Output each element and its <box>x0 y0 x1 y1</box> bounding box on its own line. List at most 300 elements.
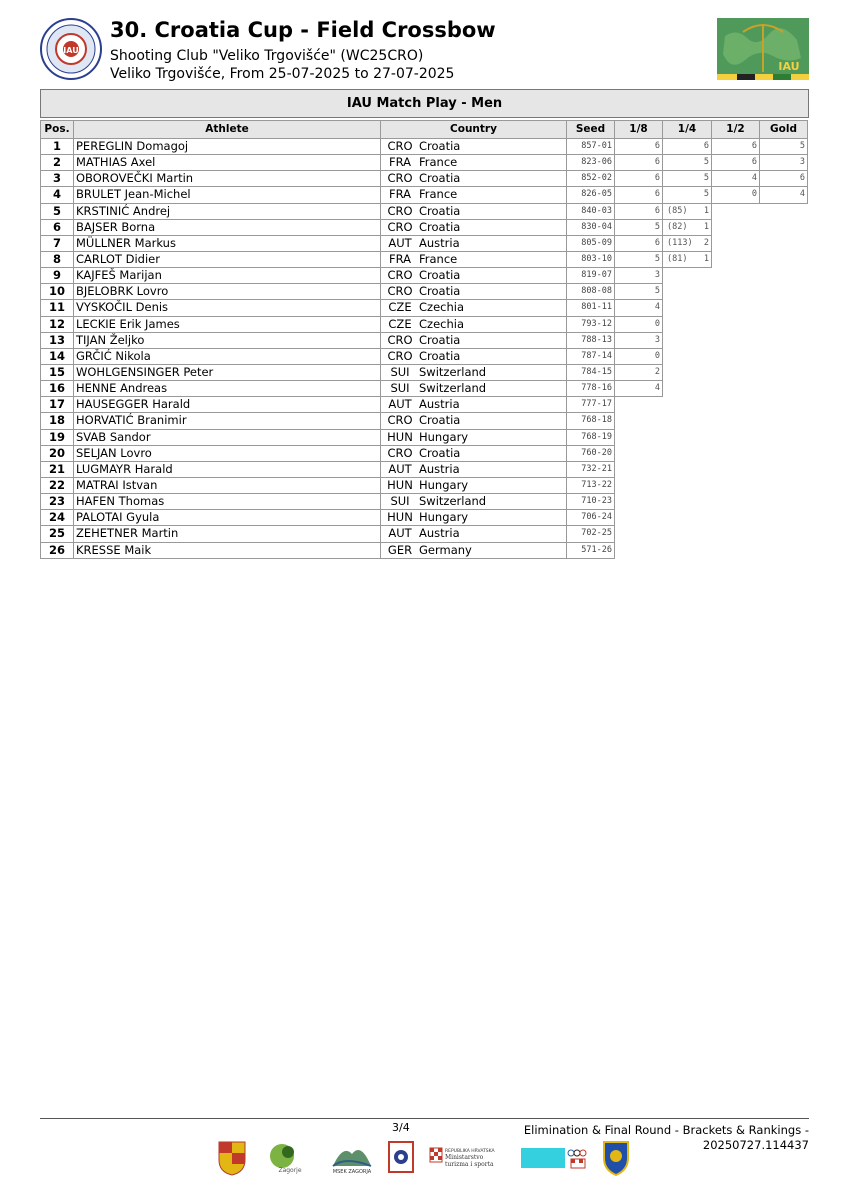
athlete-name: BRULET Jean-Michel <box>74 187 381 203</box>
empty-cell <box>615 461 663 477</box>
athlete-name: HORVATIĆ Branimir <box>74 413 381 429</box>
match-score: 6 <box>703 141 709 152</box>
country-code: CZE <box>388 316 412 331</box>
score-r2 <box>663 203 712 219</box>
county-shield-logo <box>602 1140 630 1176</box>
match-score: 5 <box>654 254 660 265</box>
country-name: Czechia <box>419 316 464 331</box>
empty-cell <box>712 332 760 348</box>
match-score: 3 <box>799 157 805 168</box>
country-name: Croatia <box>419 203 461 218</box>
position-cell: 24 <box>41 510 74 526</box>
country-cell <box>381 139 567 155</box>
iau-logo <box>717 18 809 80</box>
country-cell <box>381 413 567 429</box>
country-code: CRO <box>387 171 413 186</box>
report-timestamp: 20250727.114437 <box>702 1138 809 1152</box>
country-name: Switzerland <box>419 365 487 380</box>
country-cell <box>381 429 567 445</box>
score-r4 <box>760 171 808 187</box>
table-row <box>41 284 808 300</box>
empty-cell <box>663 268 712 284</box>
position-cell: 5 <box>41 203 74 219</box>
empty-cell <box>712 300 760 316</box>
col-gold: Gold <box>760 121 808 139</box>
seed-cell: 778-16 <box>567 381 615 397</box>
tiebreak-score: (81) <box>667 254 688 265</box>
coat-of-arms-logo <box>217 1140 247 1176</box>
athlete-name: KRESSE Maik <box>74 542 381 558</box>
score-r1 <box>615 332 663 348</box>
seed-cell: 803-10 <box>567 251 615 267</box>
position-cell: 7 <box>41 235 74 251</box>
country-name: Hungary <box>419 429 469 444</box>
match-score: 4 <box>654 302 660 313</box>
country-name: Croatia <box>419 284 461 299</box>
empty-cell <box>760 542 808 558</box>
country-cell <box>381 187 567 203</box>
country-name: Switzerland <box>419 494 487 509</box>
match-score: 3 <box>654 334 660 345</box>
position-cell: 12 <box>41 316 74 332</box>
empty-cell <box>663 494 712 510</box>
country-code: SUI <box>390 365 410 380</box>
country-code: CRO <box>387 284 413 299</box>
score-r4 <box>760 155 808 171</box>
position-cell: 26 <box>41 542 74 558</box>
country-code: GER <box>387 542 413 557</box>
seed-cell: 760-20 <box>567 445 615 461</box>
match-score: 6 <box>654 237 660 248</box>
match-score: 5 <box>654 221 660 232</box>
empty-cell <box>760 397 808 413</box>
seed-cell: 768-18 <box>567 413 615 429</box>
country-code: HUN <box>387 429 413 444</box>
position-cell: 18 <box>41 413 74 429</box>
country-name: Croatia <box>419 348 461 363</box>
table-row <box>41 332 808 348</box>
empty-cell <box>760 332 808 348</box>
empty-cell <box>712 381 760 397</box>
empty-cell <box>760 381 808 397</box>
empty-cell <box>615 429 663 445</box>
empty-cell <box>663 461 712 477</box>
score-r1 <box>615 268 663 284</box>
score-r1 <box>615 364 663 380</box>
empty-cell <box>760 477 808 493</box>
country-name: Croatia <box>419 219 461 234</box>
empty-cell <box>760 413 808 429</box>
score-r1 <box>615 300 663 316</box>
position-cell: 3 <box>41 171 74 187</box>
score-r1 <box>615 348 663 364</box>
match-score: 3 <box>654 270 660 281</box>
svg-text:IAU: IAU <box>778 60 800 73</box>
score-r3 <box>712 171 760 187</box>
empty-cell <box>712 284 760 300</box>
empty-cell <box>760 203 808 219</box>
empty-cell <box>663 348 712 364</box>
country-name: Austria <box>419 397 460 412</box>
match-score: 5 <box>799 141 805 152</box>
col-round-1-8: 1/8 <box>615 121 663 139</box>
position-cell: 10 <box>41 284 74 300</box>
country-name: Croatia <box>419 413 461 428</box>
athlete-name: CARLOT Didier <box>74 251 381 267</box>
position-cell: 19 <box>41 429 74 445</box>
empty-cell <box>760 251 808 267</box>
empty-cell <box>663 526 712 542</box>
empty-cell <box>615 510 663 526</box>
table-row <box>41 235 808 251</box>
match-score: 6 <box>654 141 660 152</box>
country-code: HUN <box>387 510 413 525</box>
athlete-name: TIJAN Željko <box>74 332 381 348</box>
position-cell: 9 <box>41 268 74 284</box>
seed-cell: 713-22 <box>567 477 615 493</box>
athlete-name: WOHLGENSINGER Peter <box>74 364 381 380</box>
empty-cell <box>760 235 808 251</box>
svg-text:MSEK ZAGORJA: MSEK ZAGORJA <box>332 1169 372 1175</box>
empty-cell <box>615 494 663 510</box>
match-score: 1 <box>703 221 709 232</box>
score-r4 <box>760 139 808 155</box>
country-code: FRA <box>388 252 411 267</box>
score-r1 <box>615 139 663 155</box>
athlete-name: VYSKOČIL Denis <box>74 300 381 316</box>
match-score: 6 <box>654 189 660 200</box>
position-cell: 13 <box>41 332 74 348</box>
match-score: 6 <box>654 173 660 184</box>
empty-cell <box>615 542 663 558</box>
score-r2 <box>663 187 712 203</box>
score-r3 <box>712 155 760 171</box>
empty-cell <box>760 316 808 332</box>
country-code: AUT <box>388 526 412 541</box>
table-row <box>41 413 808 429</box>
seed-cell: 830-04 <box>567 219 615 235</box>
athlete-name: SELJAN Lovro <box>74 445 381 461</box>
club-logo <box>40 18 102 80</box>
country-cell <box>381 477 567 493</box>
country-name: France <box>419 155 458 170</box>
score-r2 <box>663 251 712 267</box>
athlete-name: HAFEN Thomas <box>74 494 381 510</box>
match-score: 6 <box>654 205 660 216</box>
score-r4 <box>760 187 808 203</box>
match-score: 5 <box>703 173 709 184</box>
seed-cell: 793-12 <box>567 316 615 332</box>
country-name: Hungary <box>419 478 469 493</box>
position-cell: 1 <box>41 139 74 155</box>
country-cell <box>381 526 567 542</box>
seed-cell: 823-06 <box>567 155 615 171</box>
empty-cell <box>760 284 808 300</box>
col-pos: Pos. <box>41 121 74 139</box>
empty-cell <box>712 316 760 332</box>
col-country: Country <box>381 121 567 139</box>
athlete-name: BJELOBRK Lovro <box>74 284 381 300</box>
empty-cell <box>663 542 712 558</box>
score-r3 <box>712 139 760 155</box>
empty-cell <box>760 429 808 445</box>
empty-cell <box>615 413 663 429</box>
country-name: Croatia <box>419 332 461 347</box>
score-r1 <box>615 155 663 171</box>
country-code: CRO <box>387 268 413 283</box>
score-r2 <box>663 171 712 187</box>
country-code: CZE <box>388 300 412 315</box>
event-header <box>40 89 809 118</box>
country-code: SUI <box>390 381 410 396</box>
country-code: SUI <box>390 494 410 509</box>
table-row <box>41 526 808 542</box>
empty-cell <box>760 445 808 461</box>
position-cell: 21 <box>41 461 74 477</box>
position-cell: 20 <box>41 445 74 461</box>
empty-cell <box>712 445 760 461</box>
match-score: 2 <box>703 237 709 248</box>
match-score: 5 <box>654 286 660 297</box>
country-name: Germany <box>419 542 472 557</box>
athlete-name: ZEHETNER Martin <box>74 526 381 542</box>
seed-cell: 852-02 <box>567 171 615 187</box>
seed-cell: 808-08 <box>567 284 615 300</box>
match-score: 5 <box>703 189 709 200</box>
seed-cell: 732-21 <box>567 461 615 477</box>
score-r1 <box>615 171 663 187</box>
empty-cell <box>663 477 712 493</box>
page-title: 30. Croatia Cup - Field Crossbow <box>110 18 496 42</box>
table-row <box>41 187 808 203</box>
table-row <box>41 494 808 510</box>
match-score: 5 <box>703 157 709 168</box>
empty-cell <box>760 526 808 542</box>
location-dates: Veliko Trgovišće, From 25-07-2025 to 27-07-2025 <box>110 66 455 82</box>
match-score: 6 <box>654 157 660 168</box>
country-name: Austria <box>419 526 460 541</box>
empty-cell <box>663 510 712 526</box>
svg-text:REPUBLIKA HRVATSKA: REPUBLIKA HRVATSKA <box>445 1149 495 1154</box>
country-name: Hungary <box>419 510 469 525</box>
score-r1 <box>615 381 663 397</box>
empty-cell <box>663 397 712 413</box>
country-cell <box>381 316 567 332</box>
club-shield-logo <box>387 1140 415 1176</box>
athlete-name: PEREGLIN Domagoj <box>74 139 381 155</box>
table-row <box>41 381 808 397</box>
empty-cell <box>663 364 712 380</box>
col-seed: Seed <box>567 121 615 139</box>
empty-cell <box>663 445 712 461</box>
empty-cell <box>615 526 663 542</box>
athlete-name: LUGMAYR Harald <box>74 461 381 477</box>
svg-text:IAU: IAU <box>63 46 79 55</box>
seed-cell: 787-14 <box>567 348 615 364</box>
svg-text:turizma i sporta: turizma i sporta <box>445 1161 494 1168</box>
empty-cell <box>760 494 808 510</box>
country-cell <box>381 251 567 267</box>
score-r1 <box>615 284 663 300</box>
athlete-name: KAJFEŠ Marijan <box>74 268 381 284</box>
seed-cell: 801-11 <box>567 300 615 316</box>
country-name: Croatia <box>419 268 461 283</box>
position-cell: 2 <box>41 155 74 171</box>
country-cell <box>381 461 567 477</box>
country-name: France <box>419 252 458 267</box>
empty-cell <box>712 268 760 284</box>
score-r2 <box>663 219 712 235</box>
empty-cell <box>760 510 808 526</box>
empty-cell <box>712 235 760 251</box>
country-cell <box>381 542 567 558</box>
country-name: France <box>419 187 458 202</box>
match-score: 0 <box>751 189 757 200</box>
match-score: 6 <box>751 141 757 152</box>
empty-cell <box>760 461 808 477</box>
msek-zagorja-logo <box>331 1140 373 1176</box>
position-cell: 23 <box>41 494 74 510</box>
table-row <box>41 203 808 219</box>
country-cell <box>381 364 567 380</box>
empty-cell <box>663 300 712 316</box>
ranking-table <box>40 120 808 559</box>
table-row <box>41 219 808 235</box>
country-name: Austria <box>419 461 460 476</box>
country-code: AUT <box>388 235 412 250</box>
empty-cell <box>615 445 663 461</box>
empty-cell <box>712 510 760 526</box>
country-code: FRA <box>388 155 411 170</box>
empty-cell <box>615 397 663 413</box>
table-row <box>41 268 808 284</box>
match-score: 0 <box>654 318 660 329</box>
empty-cell <box>712 413 760 429</box>
athlete-name: OBOROVEČKI Martin <box>74 171 381 187</box>
table-row <box>41 171 808 187</box>
table-row <box>41 364 808 380</box>
score-r1 <box>615 187 663 203</box>
match-score: 4 <box>799 189 805 200</box>
zagorje-logo <box>266 1140 302 1176</box>
country-cell <box>381 284 567 300</box>
table-row <box>41 251 808 267</box>
country-name: Czechia <box>419 300 464 315</box>
position-cell: 22 <box>41 477 74 493</box>
position-cell: 11 <box>41 300 74 316</box>
seed-cell: 819-07 <box>567 268 615 284</box>
table-row <box>41 461 808 477</box>
country-cell <box>381 348 567 364</box>
empty-cell <box>712 477 760 493</box>
table-row <box>41 429 808 445</box>
country-code: CRO <box>387 203 413 218</box>
country-name: Croatia <box>419 445 461 460</box>
empty-cell <box>663 316 712 332</box>
country-cell <box>381 332 567 348</box>
empty-cell <box>760 300 808 316</box>
position-cell: 16 <box>41 381 74 397</box>
country-name: Austria <box>419 235 460 250</box>
country-code: CRO <box>387 445 413 460</box>
country-cell <box>381 381 567 397</box>
country-cell <box>381 219 567 235</box>
athlete-name: HENNE Andreas <box>74 381 381 397</box>
country-cell <box>381 268 567 284</box>
country-cell <box>381 510 567 526</box>
seed-cell: 571-26 <box>567 542 615 558</box>
empty-cell <box>712 364 760 380</box>
position-cell: 17 <box>41 397 74 413</box>
seed-cell: 840-03 <box>567 203 615 219</box>
athlete-name: HAUSEGGER Harald <box>74 397 381 413</box>
score-r3 <box>712 187 760 203</box>
tiebreak-score: (113) <box>667 237 693 248</box>
country-cell <box>381 203 567 219</box>
empty-cell <box>712 494 760 510</box>
tiebreak-score: (85) <box>667 205 688 216</box>
match-score: 0 <box>654 350 660 361</box>
empty-cell <box>712 219 760 235</box>
seed-cell: 702-25 <box>567 526 615 542</box>
match-score: 6 <box>751 157 757 168</box>
athlete-name: MATRAI Istvan <box>74 477 381 493</box>
country-name: Croatia <box>419 171 461 186</box>
athlete-name: BAJSER Borna <box>74 219 381 235</box>
col-round-1-2: 1/2 <box>712 121 760 139</box>
col-round-1-4: 1/4 <box>663 121 712 139</box>
table-row <box>41 510 808 526</box>
empty-cell <box>712 251 760 267</box>
country-code: HUN <box>387 478 413 493</box>
col-athlete: Athlete <box>74 121 381 139</box>
athlete-name: KRSTINIĆ Andrej <box>74 203 381 219</box>
seed-cell: 805-09 <box>567 235 615 251</box>
empty-cell <box>712 397 760 413</box>
empty-cell <box>760 364 808 380</box>
country-code: AUT <box>388 461 412 476</box>
page-number: 3/4 <box>392 1121 410 1134</box>
match-score: 1 <box>703 205 709 216</box>
event-title: IAU Match Play - Men <box>346 96 503 111</box>
country-code: CRO <box>387 413 413 428</box>
athlete-name: PALOTAI Gyula <box>74 510 381 526</box>
seed-cell: 788-13 <box>567 332 615 348</box>
country-cell <box>381 300 567 316</box>
report-title: Elimination & Final Round - Brackets & Rankings - <box>523 1123 809 1137</box>
country-cell <box>381 494 567 510</box>
empty-cell <box>760 348 808 364</box>
seed-cell: 710-23 <box>567 494 615 510</box>
score-r2 <box>663 139 712 155</box>
score-r1 <box>615 316 663 332</box>
score-r2 <box>663 155 712 171</box>
athlete-name: MÜLLNER Markus <box>74 235 381 251</box>
table-row <box>41 397 808 413</box>
empty-cell <box>615 477 663 493</box>
country-code: CRO <box>387 332 413 347</box>
country-cell <box>381 235 567 251</box>
table-row <box>41 300 808 316</box>
match-score: 4 <box>751 173 757 184</box>
footer-divider <box>40 1118 809 1119</box>
seed-cell: 826-05 <box>567 187 615 203</box>
position-cell: 25 <box>41 526 74 542</box>
empty-cell <box>663 332 712 348</box>
athlete-name: GRČIĆ Nikola <box>74 348 381 364</box>
empty-cell <box>663 381 712 397</box>
score-r2 <box>663 235 712 251</box>
